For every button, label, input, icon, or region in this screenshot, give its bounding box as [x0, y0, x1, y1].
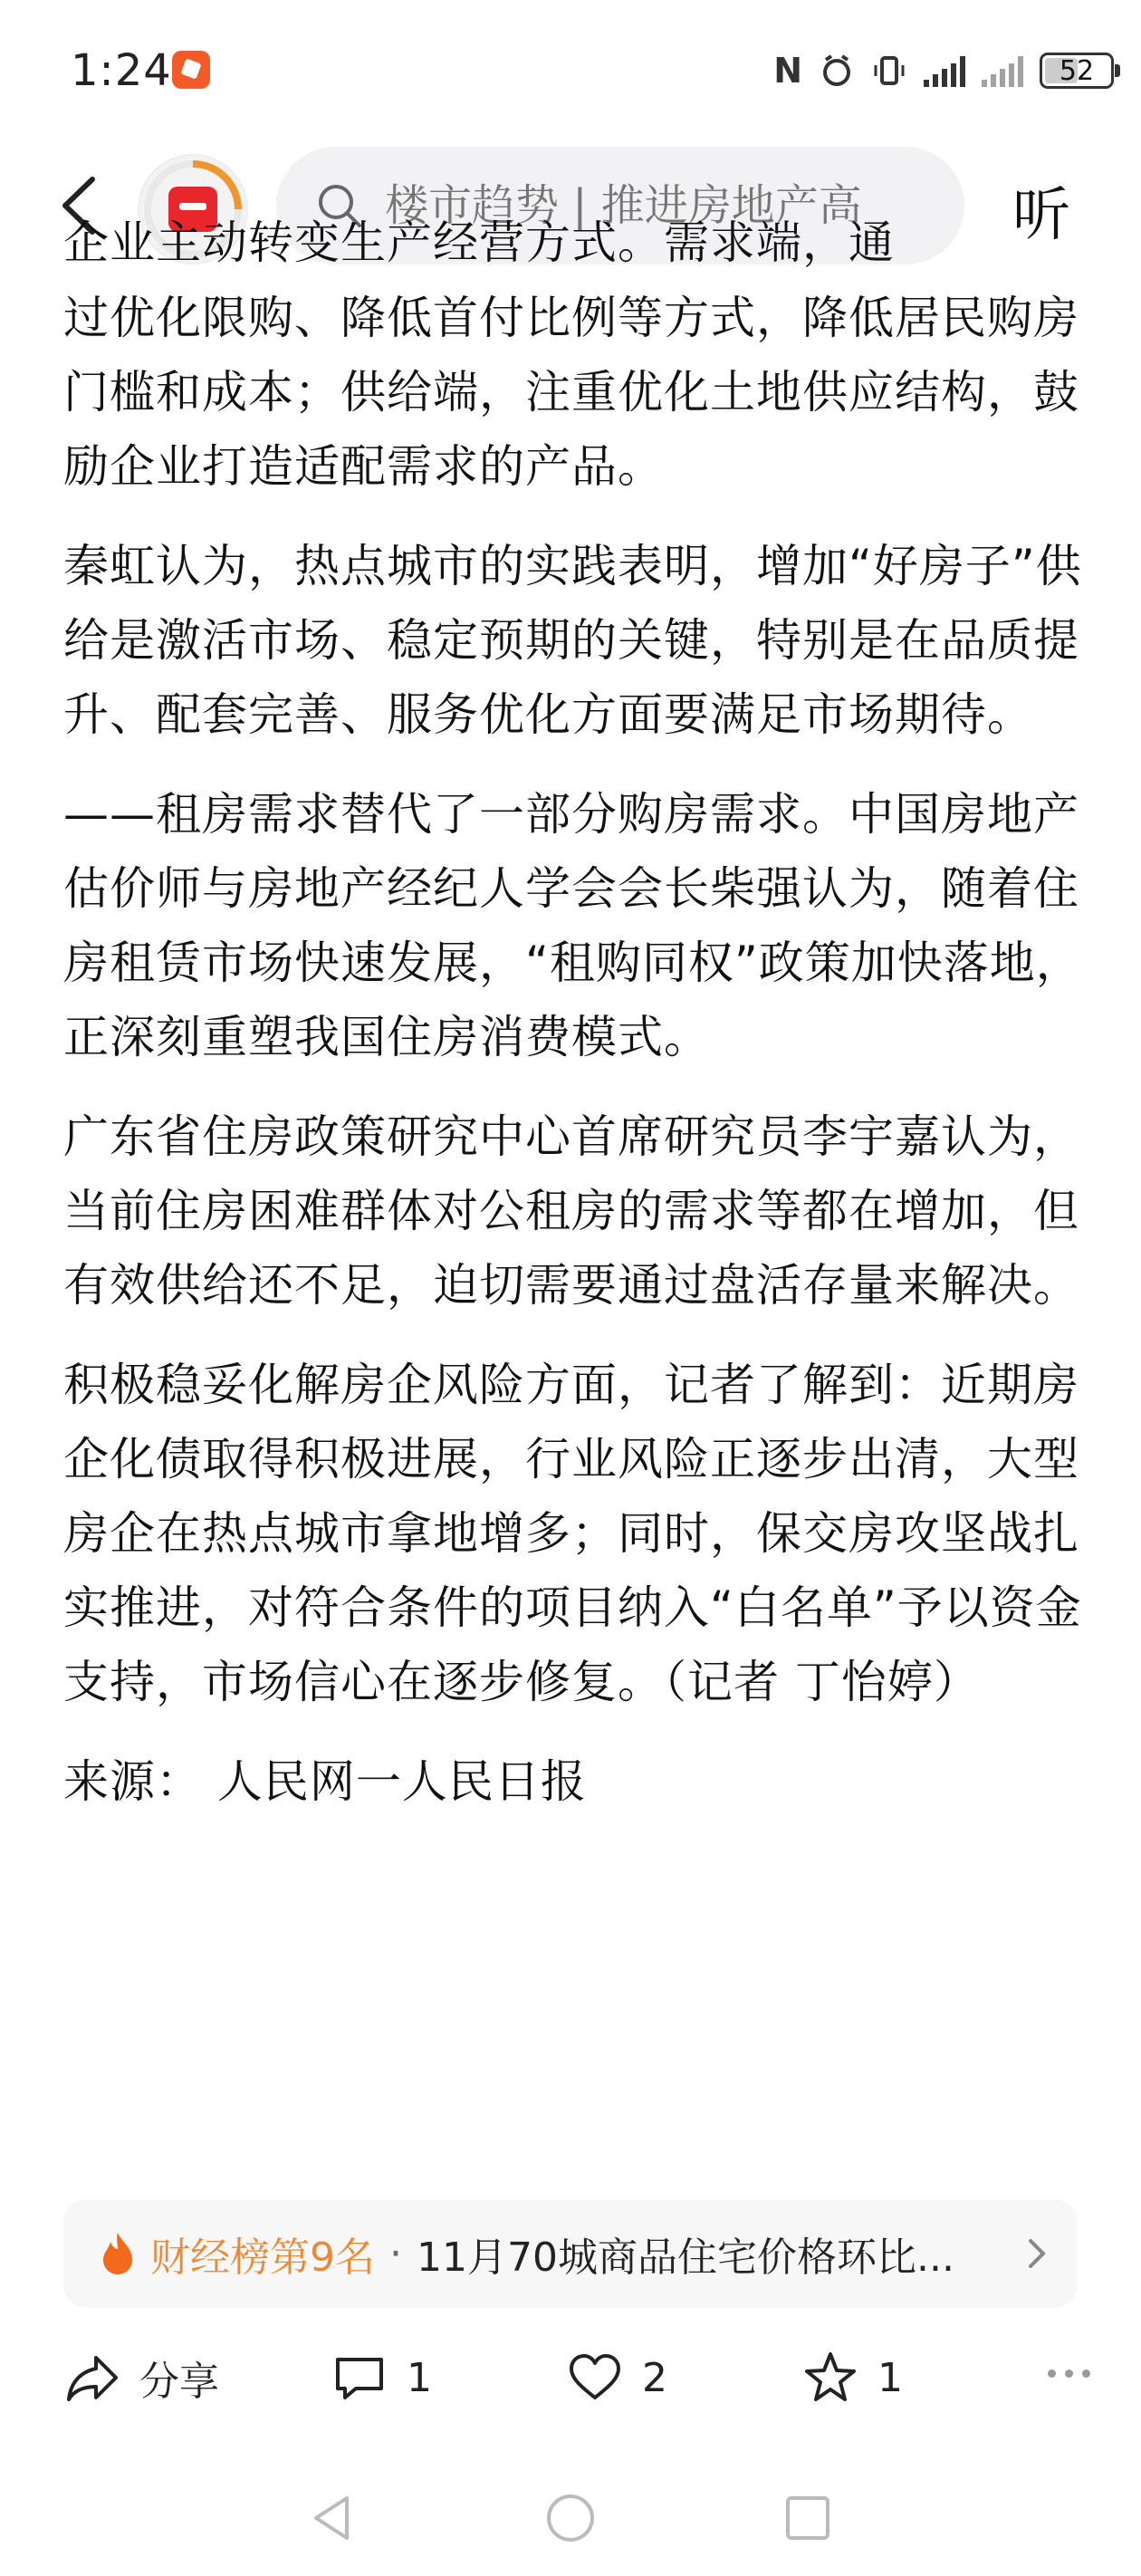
nav-home-icon[interactable] — [543, 2491, 598, 2545]
like-count: 2 — [642, 2354, 667, 2401]
chevron-right-icon — [1023, 2235, 1050, 2272]
more-options-icon[interactable] — [1048, 2369, 1090, 2378]
vibrate-icon — [871, 53, 907, 89]
star-icon — [801, 2349, 859, 2407]
system-nav-bar — [0, 2464, 1141, 2576]
status-time: 1:24 — [71, 45, 172, 96]
article-body — [63, 281, 1087, 1844]
share-icon — [63, 2349, 121, 2407]
article-paragraph: 积极稳妥化解房企风险方面，记者了解到：近期房企化债取得积极进展，行业风险正逐步出清，大型房企在热点城市拿地增多；同时，保交房攻坚战扎实推进，对符合条件的项目纳入“白名单”予以资金支持，市场信心在逐步修复。（记者 丁怡婷） — [63, 1359, 1082, 1708]
nav-recents-icon[interactable] — [781, 2491, 835, 2545]
signal-strength-icon — [924, 54, 965, 87]
ranking-separator: · — [389, 2230, 402, 2277]
comment-icon — [331, 2349, 388, 2407]
ranking-title: 11月70城商品住宅价格环比... — [417, 2235, 954, 2281]
nav-back-icon[interactable] — [303, 2491, 358, 2545]
share-label: 分享 — [139, 2359, 219, 2405]
heart-icon — [566, 2349, 624, 2407]
like-button[interactable] — [566, 2346, 667, 2409]
comment-button[interactable] — [331, 2346, 432, 2409]
signal-weak-icon — [982, 54, 1023, 87]
battery-level: 52 — [1059, 54, 1095, 87]
status-icons — [773, 47, 1114, 94]
article-paragraph: ——租房需求替代了一部分购房需求。中国房地产估价师与房地产经纪人学会会长柴强认为，随着住房租赁市场快速发展，“租购同权”政策加快落地，正深刻重塑我国住房消费模式。 — [63, 788, 1082, 1063]
comment-count: 1 — [407, 2354, 432, 2401]
alarm-icon — [819, 53, 855, 89]
article-paragraph: 秦虹认为，热点城市的实践表明，增加“好房子”供给是激活市场、稳定预期的关键，特别是在品质提升、配套完善、服务优化方面要满足市场期待。 — [63, 540, 1082, 741]
article-paragraph: 过优化限购、降低首付比例等方式，降低居民购房门槛和成本；供给端，注重优化土地供应结构，鼓励企业打造适配需求的产品。 — [63, 292, 1079, 493]
status-bar — [0, 0, 1141, 136]
favorite-count: 1 — [877, 2354, 903, 2401]
battery-icon — [1040, 53, 1114, 89]
app-notification-icon — [172, 51, 210, 89]
listen-button[interactable]: 听 — [1012, 182, 1070, 249]
article-source: 来源： 人民网一人民日报 — [63, 1755, 587, 1808]
article-paragraph: 广东省住房政策研究中心首席研究员李宇嘉认为，当前住房困难群体对公租房的需求等都在增加，但有效供给还不足，迫切需要通过盘活存量来解决。 — [63, 1110, 1079, 1312]
action-bar — [0, 2319, 1141, 2437]
article-cut-text: 企业主动转变生产经营方式。需求端，通 — [63, 216, 895, 269]
favorite-button[interactable] — [801, 2346, 903, 2409]
ranking-banner[interactable] — [63, 2199, 1078, 2308]
nfc-icon: N — [773, 51, 802, 91]
flame-icon — [98, 2231, 138, 2276]
share-button[interactable] — [63, 2346, 219, 2409]
ranking-label: 财经榜第9名 — [150, 2235, 375, 2281]
